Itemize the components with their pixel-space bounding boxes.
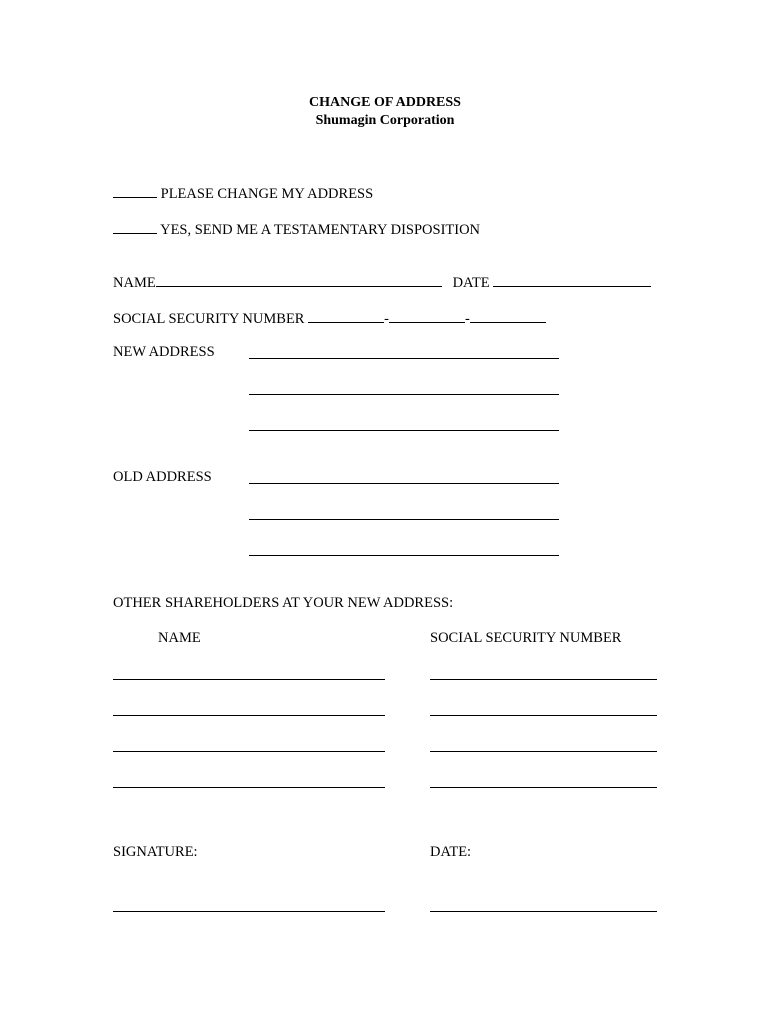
shareholder-ssn-column-header: SOCIAL SECURITY NUMBER xyxy=(430,630,622,646)
signature-line[interactable] xyxy=(113,911,385,912)
ssn-part-1-field[interactable] xyxy=(308,310,384,323)
date-field[interactable] xyxy=(493,274,651,287)
signature-date-label: DATE: xyxy=(430,844,472,860)
shareholder-name-line-3[interactable] xyxy=(113,751,385,752)
ssn-separator: - xyxy=(464,311,470,327)
ssn-part-2-field[interactable] xyxy=(389,310,465,323)
date-label: DATE xyxy=(452,275,490,291)
form-title: CHANGE OF ADDRESS xyxy=(309,95,461,110)
shareholders-heading: OTHER SHAREHOLDERS AT YOUR NEW ADDRESS: xyxy=(113,595,454,611)
shareholder-name-line-2[interactable] xyxy=(113,715,385,716)
old-address-label: OLD ADDRESS xyxy=(113,469,212,485)
new-address-line-3[interactable] xyxy=(249,430,559,431)
shareholder-ssn-line-3[interactable] xyxy=(430,751,657,752)
ssn-row xyxy=(113,310,546,327)
shareholder-ssn-line-1[interactable] xyxy=(430,679,657,680)
shareholder-ssn-line-2[interactable] xyxy=(430,715,657,716)
shareholder-ssn-line-4[interactable] xyxy=(430,787,657,788)
change-address-checkbox-blank[interactable] xyxy=(113,185,157,198)
shareholder-name-column-header: NAME xyxy=(158,630,201,646)
name-label: NAME xyxy=(113,275,156,291)
name-field[interactable] xyxy=(156,274,442,287)
ssn-separator: - xyxy=(384,311,389,327)
new-address-line-1[interactable] xyxy=(249,358,559,359)
shareholder-name-line-1[interactable] xyxy=(113,679,385,680)
ssn-label: SOCIAL SECURITY NUMBER xyxy=(113,311,305,327)
shareholder-name-line-4[interactable] xyxy=(113,787,385,788)
old-address-line-3[interactable] xyxy=(249,555,559,556)
signature-date-line[interactable] xyxy=(430,911,657,912)
send-disposition-checkbox-blank[interactable] xyxy=(113,221,157,234)
send-disposition-label: YES, SEND ME A TESTAMENTARY DISPOSITION xyxy=(160,222,481,238)
old-address-line-1[interactable] xyxy=(249,483,559,484)
old-address-line-2[interactable] xyxy=(249,519,559,520)
name-row xyxy=(113,274,651,291)
new-address-line-2[interactable] xyxy=(249,394,559,395)
change-address-option xyxy=(113,185,373,202)
send-disposition-option xyxy=(113,221,480,238)
signature-label: SIGNATURE: xyxy=(113,844,198,860)
company-name: Shumagin Corporation xyxy=(315,113,455,128)
new-address-label: NEW ADDRESS xyxy=(113,344,215,360)
change-address-label: PLEASE CHANGE MY ADDRESS xyxy=(160,186,374,202)
ssn-part-3-field[interactable] xyxy=(470,310,546,323)
